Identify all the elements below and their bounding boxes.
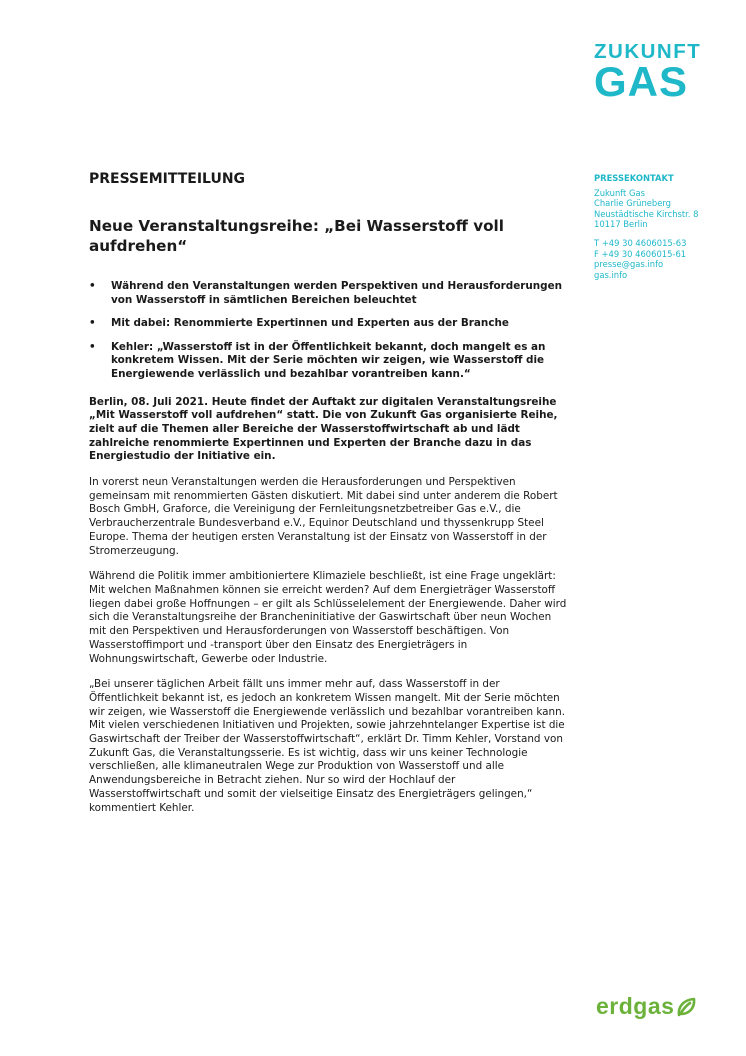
key-point-text: Kehler: „Wasserstoff ist in der Öffentlichkeit bekannt, doch mangelt es an konkretem Wissen. Mit der Serie möchten wir zeigen, wie Wasserstoff die Energiewende verlässlich und bezahlbar vorantreiben kann.“ — [111, 340, 546, 380]
press-release-body — [89, 170, 567, 815]
zukunft-gas-logo — [594, 40, 702, 105]
contact-title: PRESSEKONTAKT — [594, 173, 674, 183]
contact-phone: T +49 30 4606015-63 — [594, 237, 687, 248]
erdgas-logo — [596, 993, 697, 1020]
contact-email[interactable]: presse@gas.info — [594, 259, 664, 270]
bullet-icon: • — [89, 317, 96, 330]
leaf-icon — [675, 996, 697, 1018]
body-paragraph: Während die Politik immer ambitioniertere Klimaziele beschließt, ist eine Frage ungeklärt: Mit welchen Maßnahmen können sie erreicht werden? Auf dem Energieträger Wasserstoff liegen dabei große Hoffnungen – er gilt als Schlüsselelement der Energiewende. Daher wird sich die Veranstaltungsreihe der Brancheninitiative der Gaswirtschaft über neun Wochen mit den Perspektiven und Herausforderungen von Wasserstoff beschäftigen. Von Wasserstoffimport und -transport über den Einsatz des Energieträgers in Wohnungswirtschaft, Gewerbe oder Industrie. — [89, 570, 567, 665]
lead-paragraph: Berlin, 08. Juli 2021. Heute findet der Auftakt zur digitalen Veranstaltungsreihe „Mit Wasserstoff voll aufdrehen“ statt. Die von Zukunft Gas organisierte Reihe, zielt auf die Themen aller Bereiche der Wasserstoffwirtschaft ab und lädt zahlreiche renommierte Expertinnen und Experten der Branche dazu in das Energiestudio der Initiative ein. — [89, 395, 558, 463]
key-point — [89, 280, 567, 307]
contact-street: Neustädtische Kirchstr. 8 — [594, 208, 699, 219]
key-points-list — [89, 280, 567, 382]
key-point — [89, 317, 567, 331]
contact-website[interactable]: gas.info — [594, 269, 628, 280]
body-paragraph: „Bei unserer täglichen Arbeit fällt uns immer mehr auf, dass Wasserstoff in der Öffentlichkeit bekannt ist, es jedoch an konkretem Wissen mangelt. Mit der Serie möchten wir zeigen, wie Wasserstoff die Energiewende verlässlich und bezahlbar vorantreiben kann. Mit vielen verschiedenen Initiativen und Projekten, sowie jahrzehntelanger Expertise ist die Gaswirtschaft der Treiber der Wasserstoffwirtschaft“, erklärt Dr. Timm Kehler, Vorstand von Zukunft Gas, die Veranstaltungsserie. Es ist wichtig, dass wir uns keiner Technologie verschließen, alle klimaneutralen Wege zur Produktion von Wasserstoff und alle Anwendungsbereiche in Betracht ziehen. Nur so wird der Hochlauf der Wasserstoffwirtschaft und somit der vielseitige Einsatz des Energieträgers gelingen,“ kommentiert Kehler. — [89, 678, 566, 814]
headline: Neue Veranstaltungsreihe: „Bei Wasserstoff voll aufdrehen“ — [89, 217, 504, 255]
contact-city: 10117 Berlin — [594, 219, 648, 230]
contact-organization: Zukunft Gas — [594, 187, 645, 198]
bullet-icon: • — [89, 280, 96, 292]
contact-person: Charlie Grüneberg — [594, 198, 671, 209]
document-label: PRESSEMITTEILUNG — [89, 171, 246, 187]
key-point-text: Mit dabei: Renommierte Expertinnen und Experten aus der Branche — [111, 317, 509, 330]
bullet-icon: • — [89, 340, 96, 353]
contact-fax: F +49 30 4606015-61 — [594, 248, 687, 259]
press-contact — [594, 173, 744, 280]
key-point — [89, 341, 567, 382]
key-point-text: Während den Veranstaltungen werden Perspektiven und Herausforderungen von Wasserstoff in sämtlichen Bereichen beleuchtet — [111, 280, 563, 306]
erdgas-wordmark: erdgas — [596, 993, 675, 1019]
body-paragraph: In vorerst neun Veranstaltungen werden die Herausforderungen und Perspektiven gemeinsam mit renommierten Gästen diskutiert. Mit dabei sind unter anderem die Robert Bosch GmbH, Graforce, die Vereinigung der Fernleitungsnetzbetreiber Gas e.V., die Verbraucherzentrale Bundesverband e.V., Equinor Deutschland und thyssenkrupp Steel Europe. Thema der heutigen ersten Veranstaltung ist der Einsatz von Wasserstoff in der Stromerzeugung. — [89, 476, 558, 557]
logo-line-2: GAS — [594, 58, 689, 105]
logo-line-1: ZUKUNFT — [594, 40, 702, 63]
